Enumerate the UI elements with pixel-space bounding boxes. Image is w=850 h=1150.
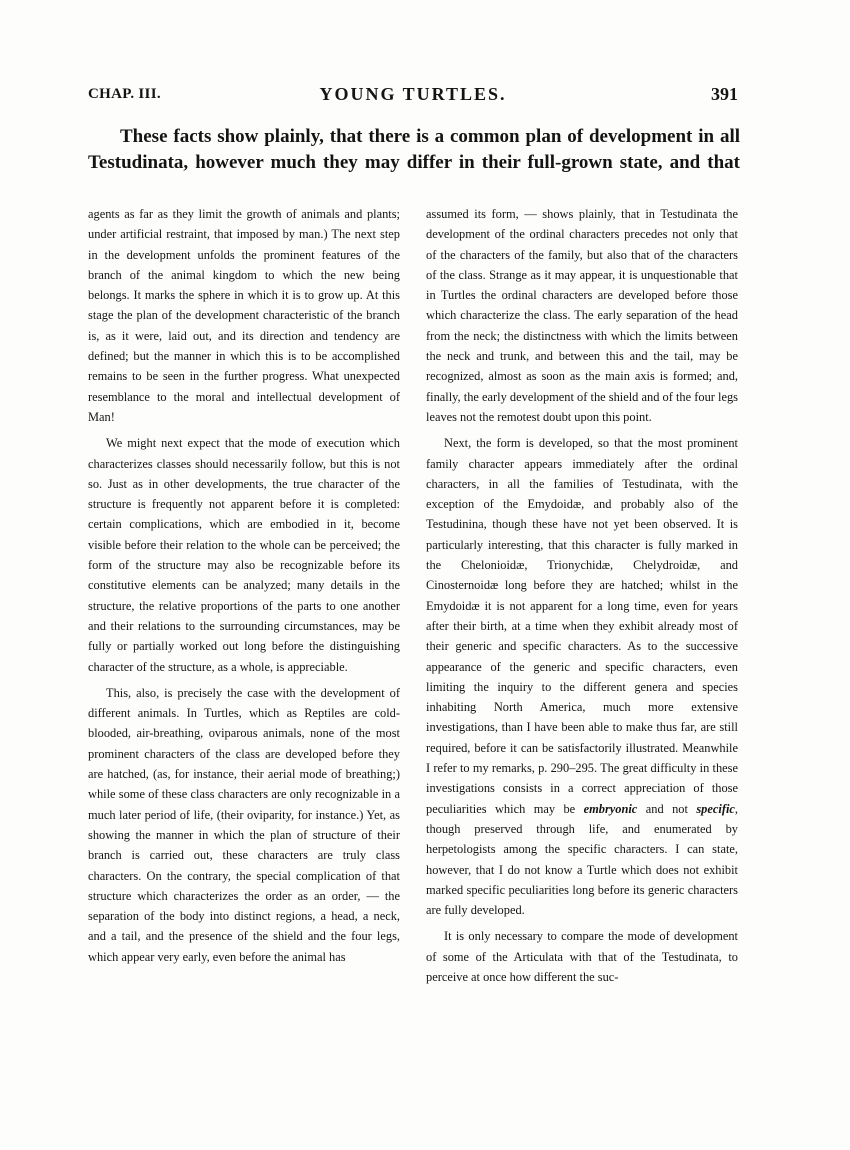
running-header [88,84,738,108]
emphasis-specific: specific [696,801,735,816]
running-title: YOUNG TURTLES. [319,84,507,104]
right-paragraph-2-part-b: and not [637,801,697,816]
left-column [88,204,400,1044]
right-paragraph-2 [426,433,738,920]
right-paragraph-1: assumed its form, — shows plainly, that in Testudinata the development of the ordinal characters precedes not only that of the characters of the family, but also that of the characters of the class. Strange as it may appear, it is unquestionable that in Turtles the ordinal characters are developed before those which characterize the class. The early separation of the head from the neck; the distinctness with which the limits between the neck and trunk, and between this and the tail, may be recognized, almost as soon as the main axis is formed; and, finally, the early development of the shield and of the four legs leaves not the remotest doubt upon this point. [426,207,738,424]
right-paragraph-2-part-a: Next, the form is developed, so that the most prominent family character appears immediately after the ordinal characters, in all the families of Testudinata, with the exception of the Emydoidæ, and probably also of the Testudinina, though these have not yet been observed. It is particularly interesting, that this character is fully marked in the Chelonioidæ, Trionychidæ, Chelydroidæ, and Cinosternoidæ long before they are hatched; whilst in the Emydoidæ it is not apparent for a long time, even for years after their birth, at a time when they exhibit already most of their generic and specific characters. As to the successive appearance of the generic and specific characters, even limiting the inquiry to the different genera and species inhabiting North America, much more extensive investigations, than I have been able to make thus far, are still required, before it can be satisfactorily illustrated. Meanwhile I refer to my remarks, p. 290–295. The great difficulty in these investigations consists in a correct appreciation of those peculiarities which may be [426,436,738,816]
lead-paragraph [88,124,740,176]
lead-text: These facts show plainly, that there is a common plan of development in all Testudinata, however much they may differ in their full-grown state, and that [88,126,740,173]
page-number: 391 [711,84,738,104]
emphasis-embryonic: embryonic [583,801,638,816]
right-paragraph-3: It is only necessary to compare the mode of development of some of the Articulata with that of the Testudinata, to perceive at once how different the suc- [426,929,738,984]
left-paragraph-3: This, also, is precisely the case with the development of different animals. In Turtles, which as Reptiles are cold-blooded, air-breathing, oviparous animals, none of the most prominent characters of the class are developed before they are hatched, (as, for instance, their aerial mode of breathing;) while some of these class characters are only recognizable in a much later period of life, (their oviparity, for instance.) Yet, as showing the manner in which the plan of structure of their branch is carried out, these characters are truly class characters. On the contrary, the special complication of that structure which characterizes the order as an order, — the separation of the body into distinct regions, a head, a neck, and a tail, and the presence of the shield and the four legs, which appear very early, even before the animal has [88,685,400,964]
right-paragraph-2-part-c: , though preserved through life, and enumerated by herpetologists among the specific characters. I can state, however, that I do not know a Turtle which does not exhibit marked specific peculiarities long before its generic characters are fully developed. [426,801,738,918]
right-column [426,204,738,1044]
left-paragraph-2: We might next expect that the mode of execution which characterizes classes should necessarily follow, but this is not so. Just as in other developments, the true character of the structure is frequently not apparent before it is completed: certain complications, which are embodied in it, become visible before their relation to the whole can be perceived; the form of the structure may also be recognizable before its constitutive elements can be analyzed; many details in the structure, the relative proportions of the parts to one another and their relations to the surrounding circumstances, may be fully or partially worked out long before the distinguishing character of the structure, as a whole, is appreciable. [88,436,400,674]
chapter-label: CHAP. III. [88,86,161,102]
left-paragraph-1: agents as far as they limit the growth of animals and plants; under artificial restraint, that imposed by man.) The next step in the development unfolds the prominent features of the branch of the animal kingdom to which the new being belongs. It marks the sphere in which it is to grow up. At this stage the plan of the development characteristic of the branch is, as it were, laid out, and its direction and tendency are defined; but the manner in which this is to be accomplished remains to be seen in the further progress. What unexpected resemblance to the moral and intellectual development of Man! [88,207,400,424]
